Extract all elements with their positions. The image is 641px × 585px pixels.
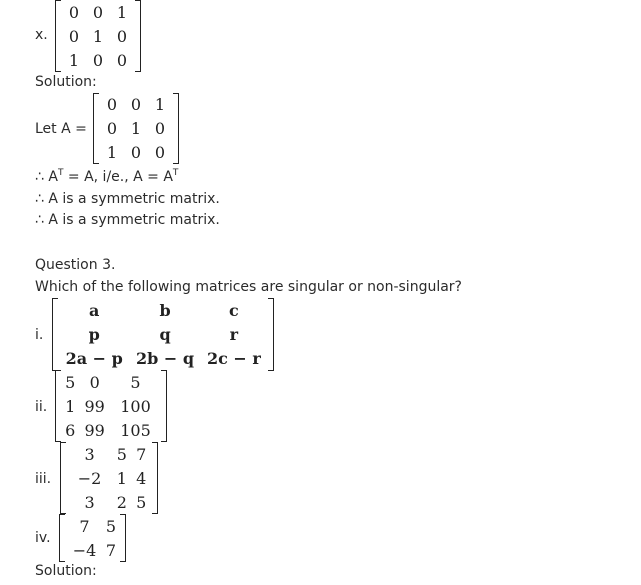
matrix-cell: 0 [92, 50, 104, 70]
text-a: A [48, 169, 58, 185]
matrix-cell: 7 [136, 444, 147, 464]
matrix-cell: −2 [77, 468, 102, 488]
matrix-cell: 2c − r [206, 349, 261, 369]
matrix-cell: 2 [116, 492, 127, 512]
item-label-iv: iv. [35, 530, 51, 546]
matrix-cell: 0 [154, 118, 166, 138]
matrix-cell: 5 [116, 444, 127, 464]
matrix-cell: 0 [116, 26, 128, 46]
matrix-iii [60, 442, 158, 514]
matrix-cell: 1 [116, 468, 127, 488]
matrix-cell: 0 [154, 142, 166, 162]
matrix-i [52, 298, 274, 371]
matrix-a [93, 93, 179, 164]
matrix-cell: 1 [92, 26, 104, 46]
matrix-cell: 2b − q [136, 349, 195, 369]
matrix-cell: 5 [130, 372, 141, 392]
matrix-cell: 3 [84, 492, 95, 512]
matrix-cell: 0 [116, 50, 128, 70]
matrix-cell: 105 [120, 420, 151, 440]
matrix-cell: −4 [72, 540, 97, 560]
matrix-cell: r [229, 324, 239, 344]
solution-heading: Solution: [35, 563, 97, 579]
matrix-cell: 0 [92, 2, 104, 22]
matrix-cell: b [159, 300, 171, 320]
matrix-x [55, 0, 141, 72]
solution-heading: Solution: [35, 74, 97, 90]
matrix-cell: 1 [68, 50, 80, 70]
let-a-label: Let A = [35, 121, 87, 137]
superscript-t: T [57, 168, 64, 178]
matrix-cell: 7 [105, 540, 117, 560]
matrix-cell: 99 [84, 396, 105, 416]
matrix-cell: 4 [136, 468, 147, 488]
conclusion-line: ∴ A is a symmetric matrix. [35, 212, 220, 228]
question-title: Question 3. [35, 257, 116, 273]
matrix-cell: 99 [84, 420, 105, 440]
matrix-cell: 0 [68, 26, 80, 46]
text-equation: = A, i/e., A = A [63, 169, 173, 185]
superscript-t: T [172, 168, 179, 178]
matrix-cell: 1 [65, 396, 76, 416]
transpose-line [35, 169, 178, 185]
matrix-cell: 0 [68, 2, 80, 22]
question-prompt: Which of the following matrices are singular or non-singular? [35, 279, 462, 295]
matrix-cell: c [229, 300, 239, 320]
matrix-cell: a [89, 300, 100, 320]
matrix-cell: 1 [154, 95, 166, 115]
conclusion-line: ∴ A is a symmetric matrix. [35, 191, 220, 207]
matrix-cell: q [159, 324, 171, 344]
matrix-cell: 6 [65, 420, 76, 440]
item-label-ii: ii. [35, 399, 48, 415]
matrix-cell: 7 [79, 516, 90, 536]
matrix-cell: 0 [106, 118, 118, 138]
matrix-cell: 1 [106, 142, 118, 162]
item-label-i: i. [35, 327, 44, 343]
matrix-cell: p [88, 324, 100, 344]
matrix-cell: 0 [106, 95, 118, 115]
matrix-cell: 1 [130, 118, 142, 138]
item-label-x: x. [35, 27, 48, 43]
matrix-cell: 5 [105, 516, 117, 536]
matrix-iv [59, 514, 126, 562]
matrix-cell: 100 [120, 396, 151, 416]
matrix-cell: 5 [136, 492, 147, 512]
item-label-iii: iii. [35, 471, 52, 487]
matrix-cell: 0 [130, 95, 142, 115]
matrix-cell: 5 [65, 372, 76, 392]
therefore-symbol: ∴ [35, 169, 44, 185]
matrix-cell: 2a − p [65, 349, 123, 369]
matrix-cell: 0 [130, 142, 142, 162]
matrix-cell: 1 [116, 2, 128, 22]
matrix-ii [55, 370, 167, 442]
matrix-cell: 0 [89, 372, 100, 392]
matrix-cell: 3 [84, 444, 95, 464]
